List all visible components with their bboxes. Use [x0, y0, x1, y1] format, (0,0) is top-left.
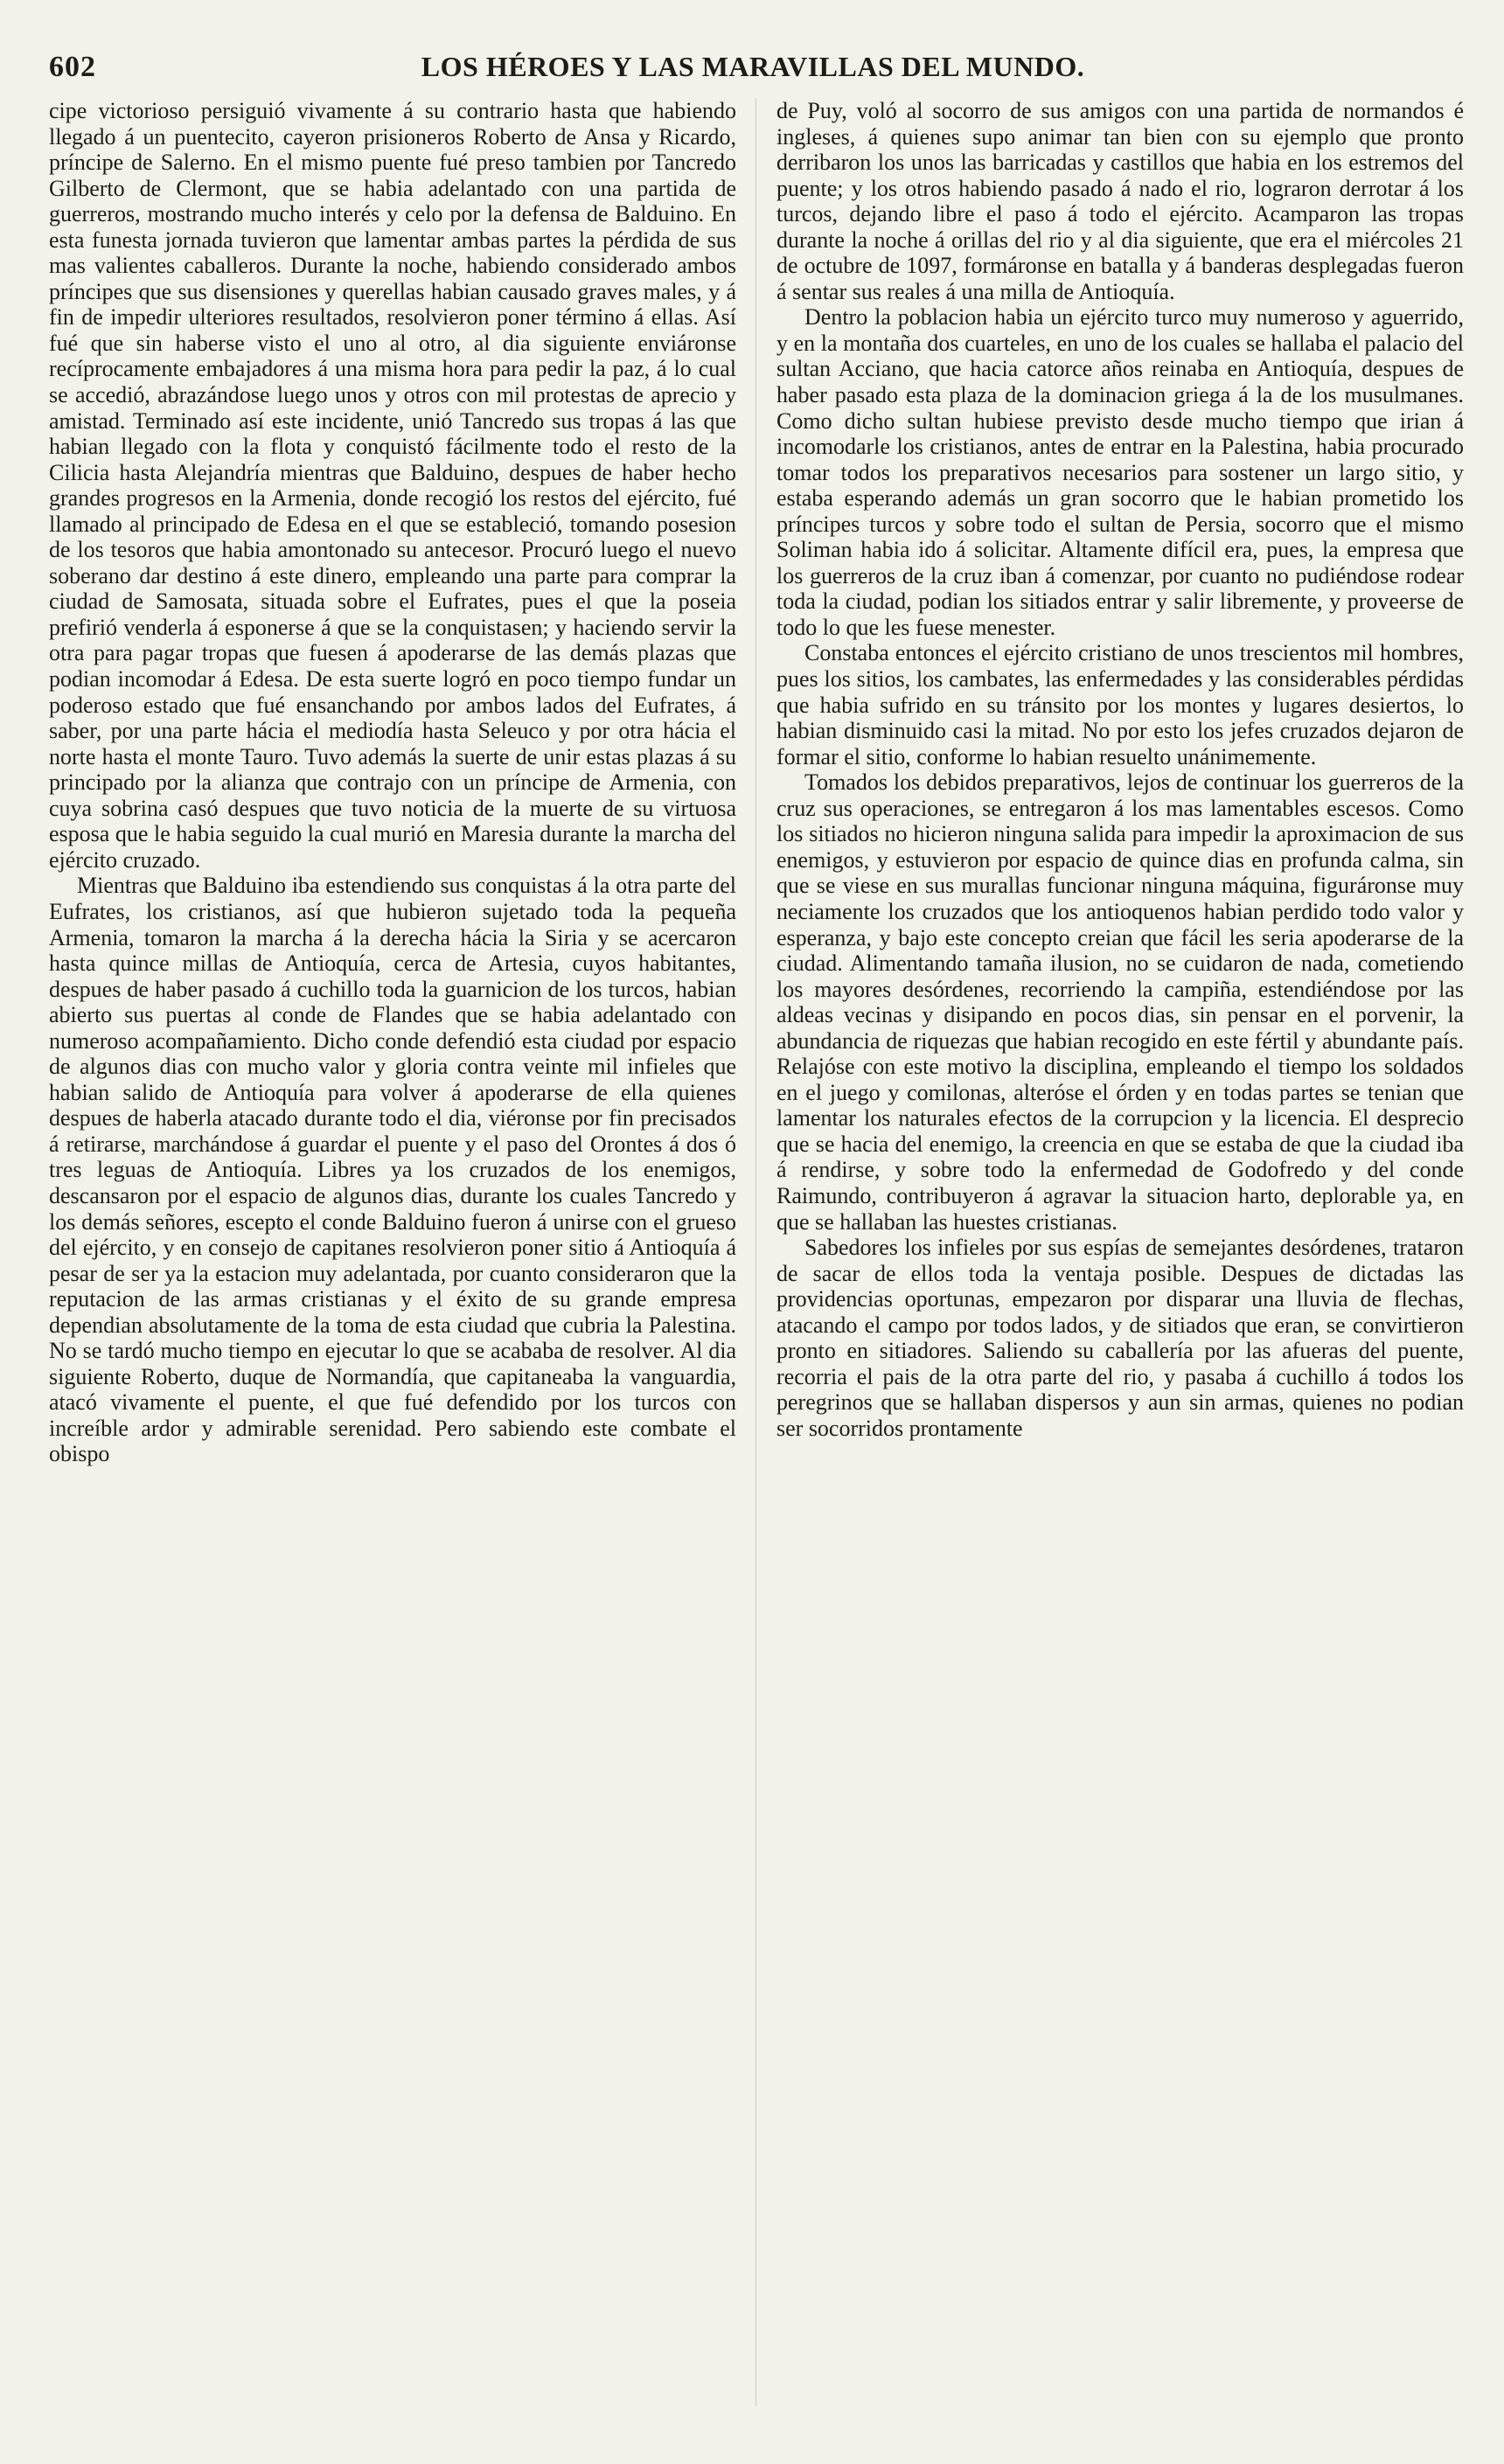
paragraph: cipe victorioso persiguió vivamente á su contrario hasta que habiendo llegado á un puentecito, cayeron prisioneros Roberto de Ansa y Ricardo, príncipe de Salerno. En el mismo puente fué preso tambien por Tancredo Gilberto de Clermont, que se habia adelantado con una partida de guerreros, mostrando mucho interés y celo por la defensa de Balduino. En esta funesta jornada tuvieron que lamentar ambas partes la pérdida de sus mas valientes caballeros. Durante la noche, habiendo considerado ambos príncipes que sus disensiones y querellas habian causado graves males, y á fin de impedir ulteriores resultados, resolvieron poner término á ellas. Así fué que sin haberse visto el uno al otro, al dia siguiente enviáronse recíprocamente embajadores á una misma hora para pedir la paz, á lo cual se accedió, abrazándose luego unos y otros con mil protestas de aprecio y amistad. Terminado así este incidente, unió Tancredo sus tropas á las que habian llegado con la flota y conquistó fácilmente todo el resto de la Cilicia hasta Alejandría mientras que Balduino, despues de haber hecho grandes progresos en la Armenia, donde recogió los restos del ejército, fué llamado al principado de Edesa en el que se estableció, tomando posesion de los tesoros que habia amontonado su antecesor. Procuró luego el nuevo soberano dar destino á este dinero, empleando una parte para comprar la ciudad de Samosata, situada sobre el Eufrates, pues el que la poseia prefirió venderla á esponerse á que se la conquistasen; y haciendo servir la otra para pagar tropas que fuesen á apoderarse de las demás plazas que podian incomodar á Edesa. De esta suerte logró en poco tiempo fundar un poderoso estado que fué ensanchando por ambos lados del Eufrates, á saber, por una parte hácia el mediodía hasta Seleuco y por otra hácia el norte hasta el monte Tauro. Tuvo además la suerte de unir estas plazas á su principado por la alianza que contrajo con un príncipe de Armenia, con cuya sobrina casó despues que tuvo noticia de la muerte de su virtuosa esposa que le habia seguido la cual murió en Maresia durante la marcha del ejército cruzado.: [49, 98, 736, 873]
column-divider: [755, 98, 756, 2406]
running-title: LOS HÉROES Y LAS MARAVILLAS DEL MUNDO.: [421, 51, 1085, 82]
right-column: [776, 98, 1464, 1441]
page-number: 602: [49, 51, 96, 83]
paragraph: Tomados los debidos preparativos, lejos de continuar los guerreros de la cruz sus operaciones, se entregaron á los mas lamentables escesos. Como los sitiados no hicieron ninguna salida para impedir la aproximacion de sus enemigos, y estuvieron por espacio de quince dias en profunda calma, sin que se viese en sus murallas funcionar ninguna máquina, figuráronse muy neciamente los cruzados que los antioquenos habian perdido todo valor y esperanza, y bajo este concepto creian que fácil les seria apoderarse de la ciudad. Alimentando tamaña ilusion, no se cuidaron de nada, cometiendo los mayores desórdenes, recorriendo la campiña, estendiéndose por las aldeas vecinas y disipando en pocos dias, sin pensar en el porvenir, la abundancia de riquezas que habian recogido en este fértil y abundante país. Relajóse con este motivo la disciplina, empleando el tiempo los soldados en el juego y comilonas, alteróse el órden y en todas partes se tenian que lamentar los naturales efectos de la corrupcion y la licencia. El desprecio que se hacia del enemigo, la creencia en que se estaba de que la ciudad iba á rendirse, y sobre todo la enfermedad de Godofredo y del conde Raimundo, contribuyeron á agravar la situacion harto, deplorable ya, en que se hallaban las huestes cristianas.: [776, 769, 1464, 1235]
paragraph: Constaba entonces el ejército cristiano de unos trescientos mil hombres, pues los sitios, los cambates, las enfermedades y las considerables pérdidas que habia sufrido en su tránsito por los montes y lugares desiertos, lo habian disminuido casi la mitad. No por esto los jefes cruzados dejaron de formar el sitio, conforme lo habian resuelto unánimemente.: [776, 640, 1464, 769]
paragraph: de Puy, voló al socorro de sus amigos con una partida de normandos é ingleses, á quienes supo animar tan bien con su ejemplo que pronto derribaron los unos las barricadas y castillos que habia en los estremos del puente; y los otros habiendo pasado á nado el rio, lograron derrotar á los turcos, dejando libre el paso á todo el ejército. Acamparon las tropas durante la noche á orillas del rio y al dia siguiente, que era el miércoles 21 de octubre de 1097, formáronse en batalla y á banderas desplegadas fueron á sentar sus reales á una milla de Antioquía.: [776, 98, 1464, 304]
paragraph: Dentro la poblacion habia un ejército turco muy numeroso y aguerrido, y en la montaña dos cuarteles, en uno de los cuales se hallaba el palacio del sultan Acciano, que hacia catorce años reinaba en Antioquía, despues de haber pasado esta plaza de la dominacion griega á la de los musulmanes. Como dicho sultan hubiese previsto desde mucho tiempo que irian á incomodarle los cristianos, antes de entrar en la Palestina, habia procurado tomar todos los preparativos necesarios para sostener un largo sitio, y estaba esperando además un gran socorro que le habian prometido los príncipes turcos y sobre todo el sultan de Persia, socorro que el mismo Soliman habia ido á solicitar. Altamente difícil era, pues, la empresa que los guerreros de la cruz iban á comenzar, por cuanto no pudiéndose rodear toda la ciudad, podian los sitiados entrar y salir libremente, y proveerse de todo lo que les fuese menester.: [776, 304, 1464, 640]
paragraph: Sabedores los infieles por sus espías de semejantes desórdenes, trataron de sacar de ellos toda la ventaja posible. Despues de dictadas las providencias oportunas, empezaron por disparar una lluvia de flechas, atacando el campo por todos lados, y de sitiados que eran, se convirtieron pronto en sitiadores. Saliendo su caballería por las afueras del puente, recorria el pais de la otra parte del rio, y pasaba á cuchillo á todos los peregrinos que se hallaban dispersos y aun sin armas, quienes no podian ser socorridos prontamente: [776, 1235, 1464, 1441]
left-column: [49, 98, 736, 1467]
page-header: [49, 51, 1457, 91]
paragraph: Mientras que Balduino iba estendiendo sus conquistas á la otra parte del Eufrates, los cristianos, así que hubieron sujetado toda la pequeña Armenia, tomaron la marcha á la derecha hácia la Siria y se acercaron hasta quince millas de Antioquía, cerca de Artesia, cuyos habitantes, despues de haber pasado á cuchillo toda la guarnicion de los turcos, habian abierto sus puertas al conde de Flandes que se habia adelantado con numeroso acompañamiento. Dicho conde defendió esta ciudad por espacio de algunos dias con mucho valor y gloria contra veinte mil infieles que habian salido de Antioquía para volver á apoderarse de ella quienes despues de haberla atacado durante todo el dia, viéronse por fin precisados á retirarse, marchándose á guardar el puente y el paso del Orontes á dos ó tres leguas de Antioquía. Libres ya los cruzados de los enemigos, descansaron por el espacio de algunos dias, durante los cuales Tancredo y los demás señores, escepto el conde Balduino fueron á unirse con el grueso del ejército, y en consejo de capitanes resolvieron poner sitio á Antioquía á pesar de ser ya la estacion muy adelantada, por cuanto consideraron que la reputacion de las armas cristianas y el éxito de su grande empresa dependian absolutamente de la toma de esta ciudad que cubria la Palestina. No se tardó mucho tiempo en ejecutar lo que se acababa de resolver. Al dia siguiente Roberto, duque de Normandía, que capitaneaba la vanguardia, atacó vivamente el puente, el que fué defendido por los turcos con increíble ardor y admirable serenidad. Pero sabiendo este combate el obispo: [49, 873, 736, 1467]
